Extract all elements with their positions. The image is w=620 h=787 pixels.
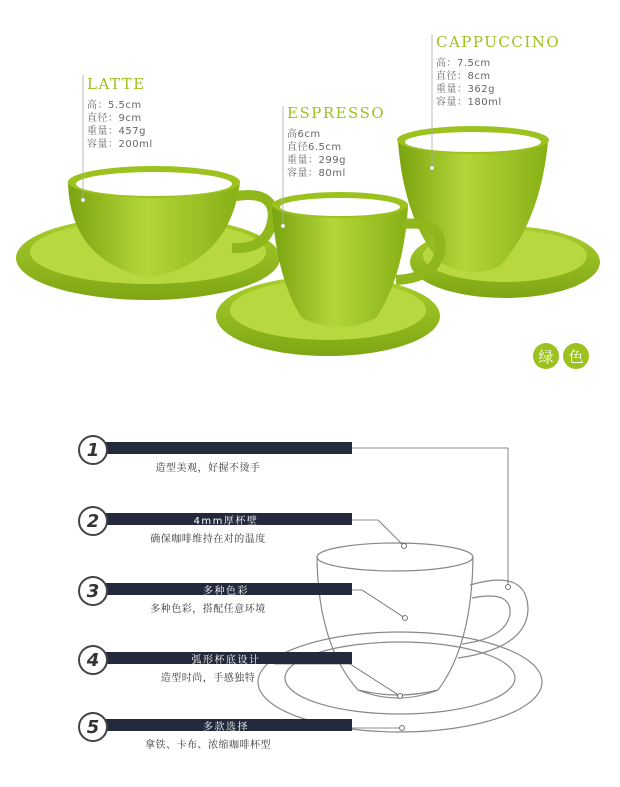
feature-number: 3 xyxy=(78,576,108,606)
latte-weight: 重量：457g xyxy=(87,126,146,137)
feature-number: 1 xyxy=(78,435,108,465)
cappuccino-weight: 重量：362g xyxy=(436,84,495,95)
espresso-weight: 重量：299g xyxy=(287,155,346,166)
feature-item-5 xyxy=(78,712,278,762)
product-photo-section xyxy=(0,0,620,390)
feature-item-3 xyxy=(78,576,278,626)
feature-item-2 xyxy=(78,506,278,556)
latte-capacity: 容量：200ml xyxy=(87,139,153,150)
feature-text: 确保咖啡维持在对的温度 xyxy=(150,534,266,545)
espresso-title: ESPRESSO xyxy=(287,104,386,122)
feature-text: 造型时尚，手感独特 xyxy=(160,673,256,684)
latte-spec xyxy=(87,75,153,151)
feature-heading-bar: 弧形杯底设计 xyxy=(100,652,352,664)
cappuccino-spec xyxy=(436,33,560,109)
feature-number: 5 xyxy=(78,712,108,742)
feature-heading-bar: 多款选择 xyxy=(100,719,352,731)
feature-heading-bar xyxy=(100,442,352,454)
cappuccino-capacity: 容量：180ml xyxy=(436,97,502,108)
cappuccino-height: 高：7.5cm xyxy=(436,58,491,69)
color-label xyxy=(533,343,589,369)
feature-item-1 xyxy=(78,435,278,485)
feature-heading-bar: 多种色彩 xyxy=(100,583,352,595)
feature-item-4 xyxy=(78,645,278,695)
feature-heading-bar: 4mm厚杯壁 xyxy=(100,513,352,525)
cappuccino-diameter: 直径：8cm xyxy=(436,71,491,82)
latte-diameter: 直径：9cm xyxy=(87,113,142,124)
features-section xyxy=(0,400,620,787)
color-label-char: 色 xyxy=(563,343,589,369)
espresso-capacity: 容量：80ml xyxy=(287,168,346,179)
latte-title: LATTE xyxy=(87,75,146,93)
feature-text: 造型美观，好握不烫手 xyxy=(155,463,261,474)
latte-height: 高：5.5cm xyxy=(87,100,142,111)
feature-text: 多种色彩，搭配任意环境 xyxy=(150,604,266,615)
color-label-char: 绿 xyxy=(533,343,559,369)
cappuccino-title: CAPPUCCINO xyxy=(436,33,561,51)
espresso-diameter: 直径6.5cm xyxy=(287,142,342,153)
feature-number: 2 xyxy=(78,506,108,536)
feature-number: 4 xyxy=(78,645,108,675)
feature-text: 拿铁、卡布、浓缩咖啡杯型 xyxy=(145,740,271,751)
espresso-spec xyxy=(287,104,385,180)
espresso-height: 高6cm xyxy=(287,129,321,140)
